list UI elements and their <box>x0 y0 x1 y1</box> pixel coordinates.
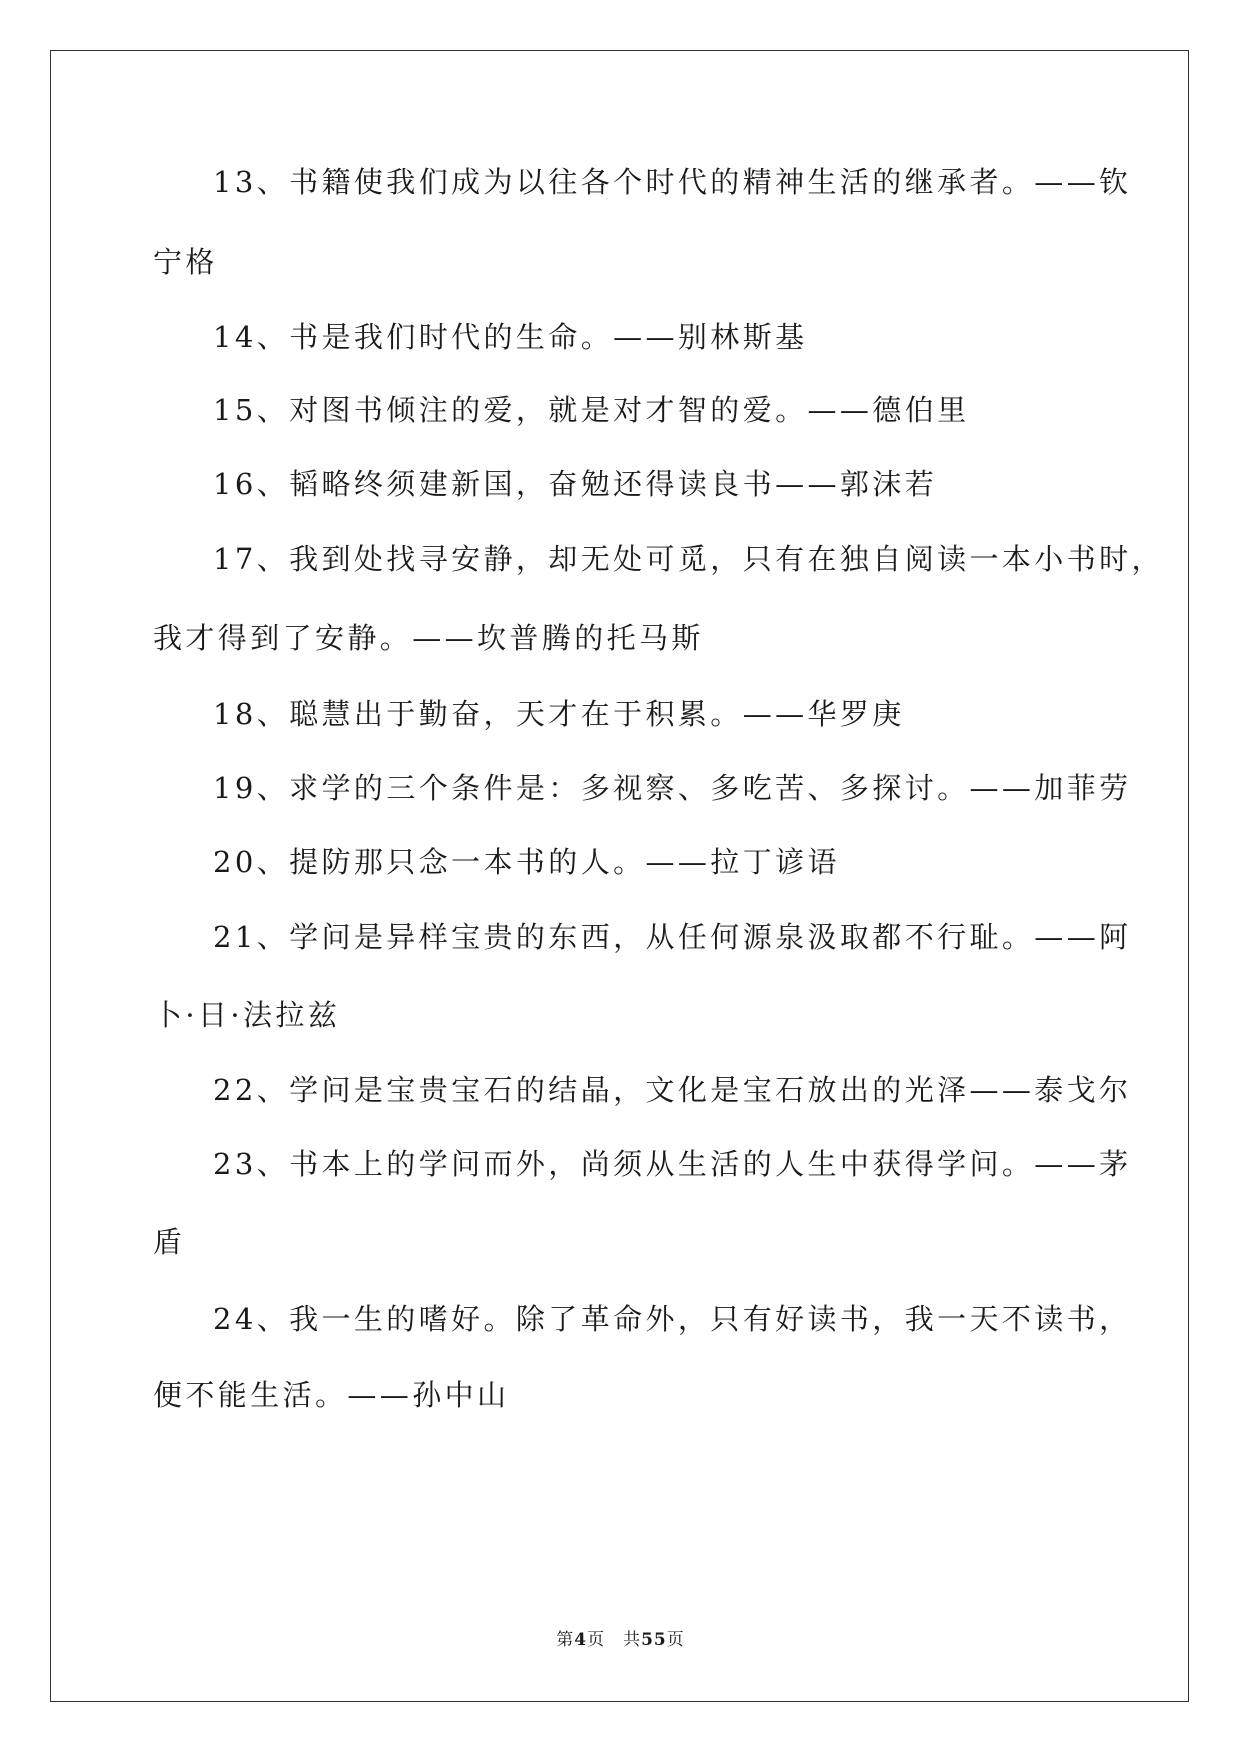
total-page-count: 55 <box>641 1630 667 1650</box>
quote-16: 16、韬略终须建新国，奋勉还得读良书——郭沫若 <box>213 467 938 501</box>
page-footer <box>0 1628 1241 1652</box>
quote-20: 20、提防那只念一本书的人。——拉丁谚语 <box>213 845 840 879</box>
quote-22: 22、学问是宝贵宝石的结晶，文化是宝石放出的光泽——泰戈尔 <box>213 1073 1132 1107</box>
quote-21-line-2: 卜·日·法拉兹 <box>153 998 341 1032</box>
footer-page-suffix: 页 <box>587 1630 606 1650</box>
quote-19: 19、求学的三个条件是：多视察、多吃苦、多探讨。——加菲劳 <box>213 771 1132 805</box>
quote-21-line-1: 21、学问是异样宝贵的东西，从任何源泉汲取都不行耻。——阿 <box>213 920 1132 954</box>
footer-prefix: 第 <box>556 1630 575 1650</box>
quote-14: 14、书是我们时代的生命。——别林斯基 <box>213 320 808 354</box>
quote-23-line-2: 盾 <box>153 1225 186 1259</box>
quote-18: 18、聪慧出于勤奋，天才在于积累。——华罗庚 <box>213 697 905 731</box>
quote-17-line-1: 17、我到处找寻安静，却无处可觅，只有在独自阅读一本小书时， <box>213 542 1164 576</box>
footer-total-suffix: 页 <box>666 1630 685 1650</box>
quote-13-line-2: 宁格 <box>153 245 218 279</box>
quote-24-line-2: 便不能生活。——孙中山 <box>153 1378 510 1412</box>
quote-13-line-1: 13、书籍使我们成为以往各个时代的精神生活的继承者。——钦 <box>213 165 1132 199</box>
quote-24-line-1: 24、我一生的嗜好。除了革命外，只有好读书，我一天不读书， <box>213 1302 1132 1336</box>
quote-15: 15、对图书倾注的爱，就是对才智的爱。——德伯里 <box>213 393 970 427</box>
footer-total-prefix: 共 <box>623 1630 642 1650</box>
quote-17-line-2: 我才得到了安静。——坎普腾的托马斯 <box>153 621 704 655</box>
quote-23-line-1: 23、书本上的学问而外，尚须从生活的人生中获得学问。——茅 <box>213 1147 1132 1181</box>
current-page-number: 4 <box>574 1630 588 1650</box>
